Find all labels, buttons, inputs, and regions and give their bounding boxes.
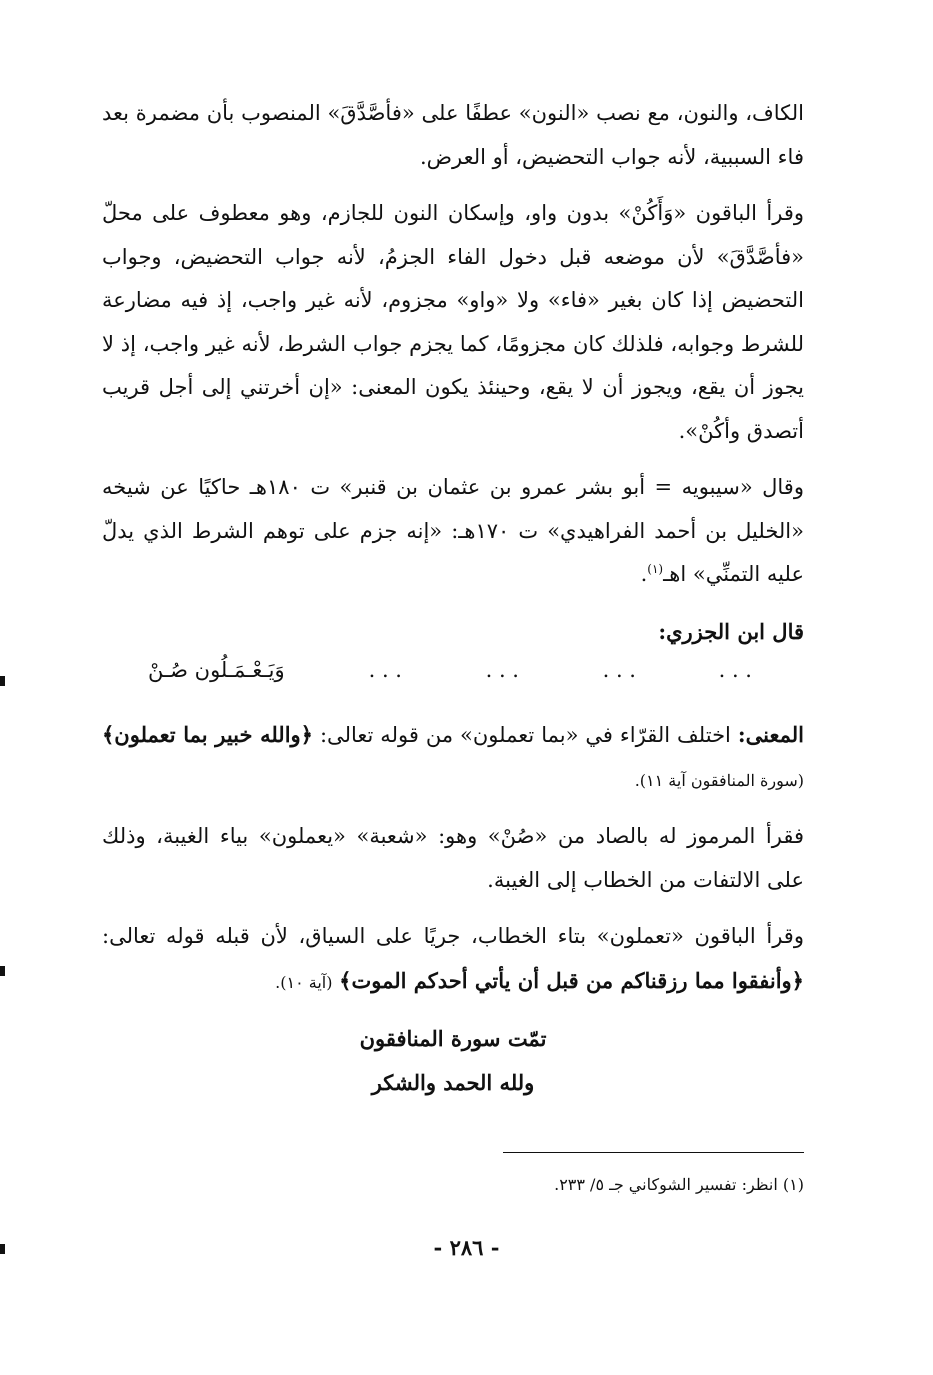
paragraph-2: وقرأ الباقون «وَأَكُنْ» بدون واو، وإسكان النون للجازم، وهو معطوف على محلّ «فأصَّدَّقَ» لأن موضعه قبل دخول الفاء الجزمُ، لأنه جواب التحضيض، وجواب التحضيض إذا كان بغير «فاء» ولا «واو» مجزوم، لأنه غير واجب، إذ فيه مضارعة للشرط وجوابه، فلذلك كان مجزومًا، كما يجزم جواب الشرط، لأنه غير واجب، إذ لا يجوز أن يقع، ويجوز أن لا يقع، وحينئذ يكون المعنى: «إن أخرتني إلى أجل قريب أتصدق وأكُنْ». — [102, 201, 804, 443]
footnote-reference: (١) — [647, 562, 664, 576]
page-number: - ٢٨٦ - — [433, 1235, 500, 1260]
meaning-paragraph — [102, 713, 804, 802]
paragraph-5: فقرأ المرموز له بالصاد من «صُنْ» وهو: «شعبة» «يعملون» بياء الغيبة، وذلك على الالتفات من الخطاب إلى الغيبة. — [102, 824, 804, 892]
poem-verse — [102, 653, 804, 691]
paragraph-3-text: وقال «سيبويه = أبو بشر عمرو بن عثمان بن قنبر» ت ١٨٠هـ حاكيًا عن شيخه «الخليل بن أحمد الفراهيدي» ت ١٧٠هـ: «إنه جزم على توهم الشرط الذي يدلّ عليه التمنِّي» اهـ — [102, 475, 804, 586]
paragraph-6-text: وقرأ الباقون «تعملون» بتاء الخطاب، جريًا على السياق، لأن قبله قوله تعالى: — [102, 924, 804, 948]
verse-ellipsis-1: . . . — [718, 658, 752, 682]
quran-verse-2: ﴿وأنفقوا مما رزقناكم من قبل أن يأتي أحدكم الموت﴾ — [339, 967, 804, 993]
main-text — [102, 92, 804, 1105]
meaning-label: المعنى: — [737, 722, 804, 747]
paragraph-3 — [102, 466, 804, 597]
quran-verse-1: ﴿والله خبير بما تعملون﴾ — [102, 722, 313, 747]
verse-ellipsis-4: . . . — [368, 658, 402, 682]
closing-line-1: تمّت سورة المنافقون — [359, 1026, 547, 1051]
closing-line-2: ولله الحمد والشكر — [371, 1070, 535, 1095]
meaning-text: اختلف القرّاء في «بما تعملون» من قوله تعالى: — [319, 723, 731, 747]
verse-words: وَيَـعْـمَـلُون صُـنْ — [148, 658, 285, 682]
paragraph-6 — [102, 915, 804, 1004]
footnote: (١) انظر: تفسير الشوكاني جـ ٥/ ٢٣٣. — [554, 1175, 804, 1194]
paragraph-1: الكاف، والنون، مع نصب «النون» عطفًا على «فأصَّدَّقَ» المنصوب بأن مضمرة بعد فاء السببية، لأنه جواب التحضيض، أو العرض. — [102, 101, 804, 169]
paragraph-3-end: . — [640, 562, 648, 586]
footnote-separator — [503, 1152, 804, 1153]
scan-edge-mark — [0, 966, 5, 976]
citation-1: (سورة المنافقون آية ١١). — [634, 770, 804, 790]
section-heading: قال ابن الجزري: — [658, 618, 804, 644]
verse-ellipsis-3: . . . — [485, 658, 519, 682]
verse-ellipsis-2: . . . — [602, 658, 636, 682]
closing-block — [102, 1017, 804, 1105]
scan-edge-mark — [0, 676, 5, 686]
citation-2: (آية ١٠). — [275, 972, 333, 992]
scan-edge-mark — [0, 1244, 5, 1254]
